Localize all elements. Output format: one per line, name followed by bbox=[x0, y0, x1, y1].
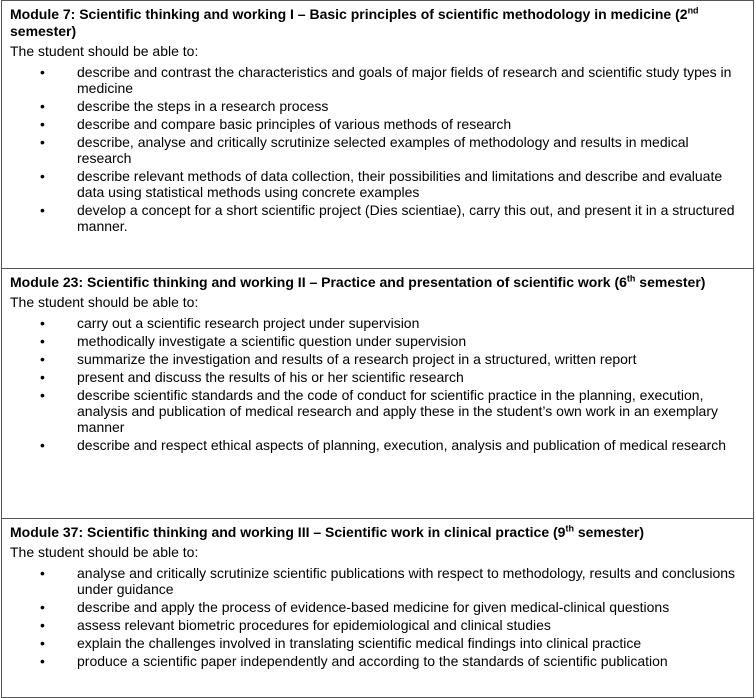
bullet-icon: • bbox=[40, 333, 45, 349]
module-intro: The student should be able to: bbox=[10, 294, 199, 310]
module-intro: The student should be able to: bbox=[10, 544, 199, 560]
list-item-text: carry out a scientific research project under supervision bbox=[77, 315, 420, 331]
module-table bbox=[1, 0, 754, 698]
bullet-icon: • bbox=[40, 202, 45, 218]
bullet-icon: • bbox=[40, 134, 45, 150]
objectives-list bbox=[10, 64, 745, 234]
list-item bbox=[10, 351, 745, 367]
module-23-section bbox=[2, 269, 753, 519]
list-item bbox=[10, 437, 745, 453]
list-item-text: describe relevant methods of data collection, their possibilities and limitations and describe and evaluate data using statistical methods using concrete examples bbox=[77, 168, 723, 200]
objectives-list bbox=[10, 315, 745, 453]
ordinal-suffix: th bbox=[565, 523, 574, 534]
list-item bbox=[10, 134, 745, 166]
list-item bbox=[10, 202, 745, 234]
bullet-icon: • bbox=[40, 653, 45, 669]
list-item-text: assess relevant biometric procedures for epidemiological and clinical studies bbox=[77, 617, 551, 633]
bullet-icon: • bbox=[40, 98, 45, 114]
bullet-icon: • bbox=[40, 351, 45, 367]
module-title bbox=[10, 524, 745, 541]
bullet-icon: • bbox=[40, 617, 45, 633]
list-item bbox=[10, 369, 745, 385]
list-item bbox=[10, 599, 745, 615]
list-item-text: describe scientific standards and the code of conduct for scientific practice in the planning, execution, analysis and publication of medical research and apply these in the student’s own work in an exemplary manner bbox=[77, 387, 718, 435]
list-item-text: describe and respect ethical aspects of planning, execution, analysis and publication of medical research bbox=[77, 437, 727, 453]
list-item bbox=[10, 617, 745, 633]
list-item-text: develop a concept for a short scientific project (Dies scientiae), carry this out, and present it in a structured manner. bbox=[77, 202, 735, 234]
list-item bbox=[10, 635, 745, 651]
bullet-icon: • bbox=[40, 565, 45, 581]
objectives-list bbox=[10, 565, 745, 669]
list-item-text: describe and apply the process of evidence-based medicine for given medical-clinical questions bbox=[77, 599, 670, 615]
bullet-icon: • bbox=[40, 599, 45, 615]
bullet-icon: • bbox=[40, 315, 45, 331]
list-item-text: analyse and critically scrutinize scientific publications with respect to methodology, results and conclusions under guidance bbox=[77, 565, 736, 597]
module-title-text: Module 23: Scientific thinking and working II – Practice and presentation of scientific work (6 bbox=[10, 274, 627, 290]
list-item bbox=[10, 333, 745, 349]
bullet-icon: • bbox=[40, 116, 45, 132]
bullet-icon: • bbox=[40, 64, 45, 80]
bullet-icon: • bbox=[40, 369, 45, 385]
list-item bbox=[10, 315, 745, 331]
list-item-text: describe the steps in a research process bbox=[77, 98, 329, 114]
list-item bbox=[10, 387, 745, 435]
module-title bbox=[10, 274, 745, 291]
bullet-icon: • bbox=[40, 635, 45, 651]
module-title-end: semester) bbox=[635, 274, 706, 290]
list-item-text: methodically investigate a scientific question under supervision bbox=[77, 333, 467, 349]
list-item-text: produce a scientific paper independently and according to the standards of scientific publication bbox=[77, 653, 668, 669]
bullet-icon: • bbox=[40, 387, 45, 403]
list-item-text: summarize the investigation and results of a research project in a structured, written report bbox=[77, 351, 637, 367]
module-37-section bbox=[2, 519, 753, 697]
list-item bbox=[10, 653, 745, 669]
module-title bbox=[10, 6, 745, 40]
list-item-text: describe, analyse and critically scrutinize selected examples of methodology and results in medical research bbox=[77, 134, 689, 166]
list-item bbox=[10, 64, 745, 96]
list-item bbox=[10, 116, 745, 132]
list-item bbox=[10, 98, 745, 114]
module-title-text: Module 7: Scientific thinking and working I – Basic principles of scientific methodology in medicine (2 bbox=[10, 6, 688, 22]
list-item bbox=[10, 168, 745, 200]
bullet-icon: • bbox=[40, 168, 45, 184]
bullet-icon: • bbox=[40, 437, 45, 453]
module-title-end: semester) bbox=[10, 23, 77, 39]
ordinal-suffix: nd bbox=[687, 5, 699, 16]
list-item-text: describe and compare basic principles of various methods of research bbox=[77, 116, 512, 132]
module-title-end: semester) bbox=[573, 524, 645, 540]
ordinal-suffix: th bbox=[626, 273, 636, 284]
module-7-section bbox=[2, 1, 753, 269]
list-item-text: present and discuss the results of his or her scientific research bbox=[77, 369, 464, 385]
module-intro: The student should be able to: bbox=[10, 43, 199, 59]
list-item-text: explain the challenges involved in translating scientific medical findings into clinical practice bbox=[77, 635, 642, 651]
list-item bbox=[10, 565, 745, 597]
module-title-text: Module 37: Scientific thinking and working III – Scientific work in clinical practice (9 bbox=[10, 524, 566, 540]
list-item-text: describe and contrast the characteristics and goals of major fields of research and scientific study types in medicine bbox=[77, 64, 732, 96]
